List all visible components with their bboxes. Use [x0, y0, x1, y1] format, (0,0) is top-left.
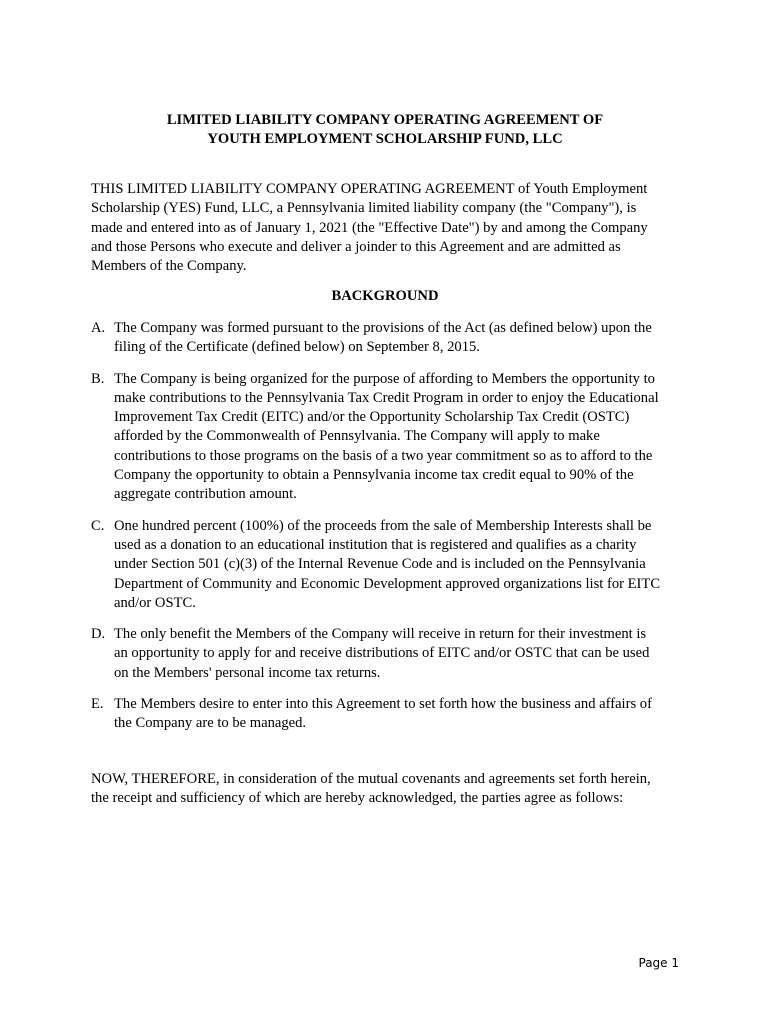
recital-line: used as a donation to an educational institution that is registered and qualifies as a charity [114, 536, 637, 553]
recital-line: The only benefit the Members of the Company will receive in return for their investment is [114, 626, 647, 643]
recital-letter: E. [91, 696, 104, 713]
recital-letter: B. [91, 370, 105, 387]
recital-letter: C. [91, 517, 105, 534]
recital-line: filing of the Certificate (defined below) on September 8, 2015. [114, 339, 480, 356]
recital-line: under Section 501 (c)(3) of the Internal Revenue Code and is included on the Pennsylvania [114, 556, 646, 573]
recital-line: The Company is being organized for the purpose of affording to Members the opportunity to [114, 370, 655, 387]
intro-line: and those Persons who execute and deliver a joinder to this Agreement and are admitted as [91, 238, 621, 255]
recital-line: contributions to those programs on the basis of a two year commitment so as to afford to the [114, 447, 653, 464]
background-heading: BACKGROUND [331, 288, 439, 304]
intro-line: THIS LIMITED LIABILITY COMPANY OPERATING AGREEMENT of Youth Employment [91, 181, 648, 197]
intro-paragraph [91, 180, 691, 276]
recital-item [91, 319, 681, 358]
document-title [0, 111, 770, 149]
recital-line: Improvement Tax Credit (EITC) and/or the Opportunity Scholarship Tax Credit (OSTC) [114, 409, 630, 426]
recital-line: the Company are to be managed. [114, 715, 307, 732]
recitals-list [91, 319, 681, 746]
recital-line: The Company was formed pursuant to the provisions of the Act (as defined below) upon the [114, 320, 652, 336]
title-line: YOUTH EMPLOYMENT SCHOLARSHIP FUND, LLC [207, 131, 563, 147]
recital-line: One hundred percent (100%) of the proceeds from the sale of Membership Interests shall be [114, 517, 652, 534]
title-line: LIMITED LIABILITY COMPANY OPERATING AGREEMENT OF [166, 112, 604, 128]
recital-line: aggregate contribution amount. [114, 486, 297, 503]
recital-line: on the Members' personal income tax returns. [114, 664, 381, 681]
recital-line: The Members desire to enter into this Agreement to set forth how the business and affairs of [114, 696, 652, 713]
closing-line: NOW, THEREFORE, in consideration of the mutual covenants and agreements set forth herein, [91, 771, 651, 787]
intro-line: Members of the Company. [91, 258, 247, 275]
intro-line: made and entered into as of January 1, 2021 (the "Effective Date") by and among the Company [91, 219, 648, 236]
recital-item [91, 695, 681, 734]
recital-letter: D. [91, 626, 106, 643]
closing-paragraph [91, 770, 691, 809]
closing-line: the receipt and sufficiency of which are hereby acknowledged, the parties agree as follows: [91, 790, 624, 807]
recital-item [91, 625, 681, 683]
recital-line: an opportunity to apply for and receive distributions of EITC and/or OSTC that can be used [114, 645, 650, 662]
page-number: Page 1 [638, 956, 679, 970]
recital-item [91, 517, 681, 613]
recital-line: Company the opportunity to obtain a Pennsylvania income tax credit equal to 90% of the [114, 467, 634, 484]
intro-line: Scholarship (YES) Fund, LLC, a Pennsylvania limited liability company (the "Company"), is [91, 200, 637, 217]
recital-line: afforded by the Commonwealth of Pennsylvania. The Company will apply to make [114, 428, 600, 445]
recital-letter: A. [91, 320, 106, 336]
recital-line: Department of Community and Economic Development approved organizations list for EITC [114, 575, 661, 592]
recital-item [91, 370, 681, 505]
recital-line: make contributions to the Pennsylvania Tax Credit Program in order to enjoy the Educational [114, 389, 659, 406]
recital-line: and/or OSTC. [114, 594, 196, 611]
